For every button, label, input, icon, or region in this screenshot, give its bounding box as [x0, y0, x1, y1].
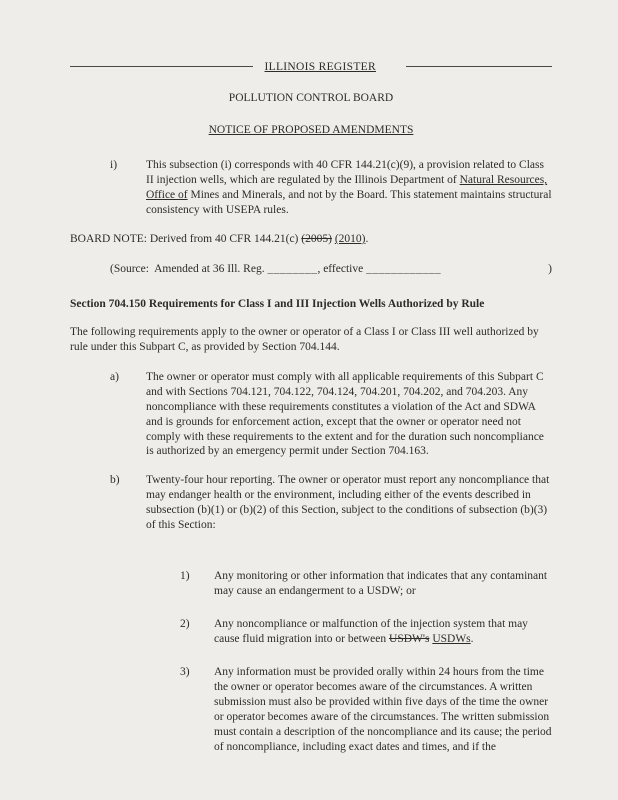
paragraph-i	[110, 158, 552, 218]
item-b2-deleted-text: USDW's	[389, 632, 430, 645]
board-note-text-before: BOARD NOTE: Derived from 40 CFR 144.21(c)	[70, 233, 302, 246]
item-b-label: b)	[110, 474, 120, 487]
source-spacer	[441, 262, 548, 277]
masthead-rule-right	[406, 55, 552, 67]
source-text-between: , effective	[317, 263, 367, 275]
item-b1-label: 1)	[180, 570, 190, 583]
item-b2-text-after: .	[470, 632, 474, 645]
item-b1-text: Any monitoring or other information that indicates that any contaminant may cause an endangerment to a USDW; or	[214, 570, 548, 598]
item-a-text: The owner or operator must comply with all applicable requirements of this Subpart C and with Sections 704.121, 704.122, 704.124, 704.201, 704.202, and 704.203. Any noncompliance with these requirements constitutes a violation of the Act and SDWA and is grounds for enforcement action, except that the owner or operator need not comply with these requirements to the extent and for the duration such noncompliance is authorized by an emergency permit under Section 704.163.	[146, 370, 544, 458]
intro-paragraph: The following requirements apply to the owner or operator of a Class I or Class III well authorized by rule under this Subpart C, as provided by Section 704.144.	[70, 325, 539, 353]
item-a-label: a)	[110, 370, 119, 383]
source-blank-reg-number: ________	[267, 263, 318, 275]
item-b2	[180, 617, 552, 647]
board-title: POLLUTION CONTROL BOARD	[228, 92, 394, 105]
paragraph-i-text-before: This subsection (i) corresponds with 40 CFR 144.21(c)(9), a provision related to Class II injection wells, which are regulated by the Illinois Department of	[146, 159, 544, 187]
item-b2-text-before: Any noncompliance or malfunction of the injection system that may cause fluid migration into or between	[214, 618, 528, 645]
section-heading: Section 704.150 Requirements for Class I and III Injection Wells Authorized by Rule	[70, 297, 485, 310]
item-b3	[180, 665, 552, 755]
item-b	[110, 473, 552, 533]
item-a	[110, 370, 552, 460]
board-note-text-after: .	[365, 233, 369, 246]
item-b3-text: Any information must be provided orally within 24 hours from the time the owner or operator becomes aware of the circumstances. A written submission must also be provided within five days of the time the owner or operator becomes aware of the circumstances. The written submission must contain a description of the noncompliance and its cause; the period of noncompliance, including exact dates and times, and if the	[214, 665, 552, 753]
notice-title-wrap	[70, 123, 552, 138]
item-b3-label: 3)	[180, 665, 190, 678]
source-text-before: (Source: Amended at 36 Ill. Reg.	[110, 263, 268, 275]
paragraph-i-text	[146, 158, 552, 218]
item-b1	[180, 569, 552, 599]
paragraph-i-inserted-text: Natural Resources, Office of	[146, 174, 548, 202]
board-note-deleted-text: (2005)	[301, 233, 332, 246]
paragraph-i-label: i)	[110, 159, 118, 172]
register-title: ILLINOIS REGISTER	[264, 60, 376, 73]
item-b2-text	[214, 617, 552, 647]
notice-title: NOTICE OF PROPOSED AMENDMENTS	[208, 124, 414, 137]
item-b-text: Twenty-four hour reporting. The owner or operator must report any noncompliance that may endanger health or the environment, including either of the events described in subsection (b)(1) or (b)(2) of this Section, subject to the conditions of subsection (b)(3) of this Section:	[146, 474, 550, 532]
source-closing-paren: )	[548, 263, 552, 275]
board-note	[70, 232, 552, 247]
masthead	[70, 58, 552, 74]
source-blank-effective-date: ____________	[366, 263, 442, 275]
board-note-inserted-text: (2010)	[334, 233, 366, 246]
item-b2-label: 2)	[180, 618, 190, 630]
source-line	[110, 262, 552, 277]
paragraph-i-text-after: Mines and Minerals, and not by the Board. This statement maintains structural consistency with USEPA rules.	[146, 189, 552, 217]
masthead-rule-left	[70, 55, 253, 67]
item-b2-inserted-text: USDWs	[432, 632, 471, 645]
